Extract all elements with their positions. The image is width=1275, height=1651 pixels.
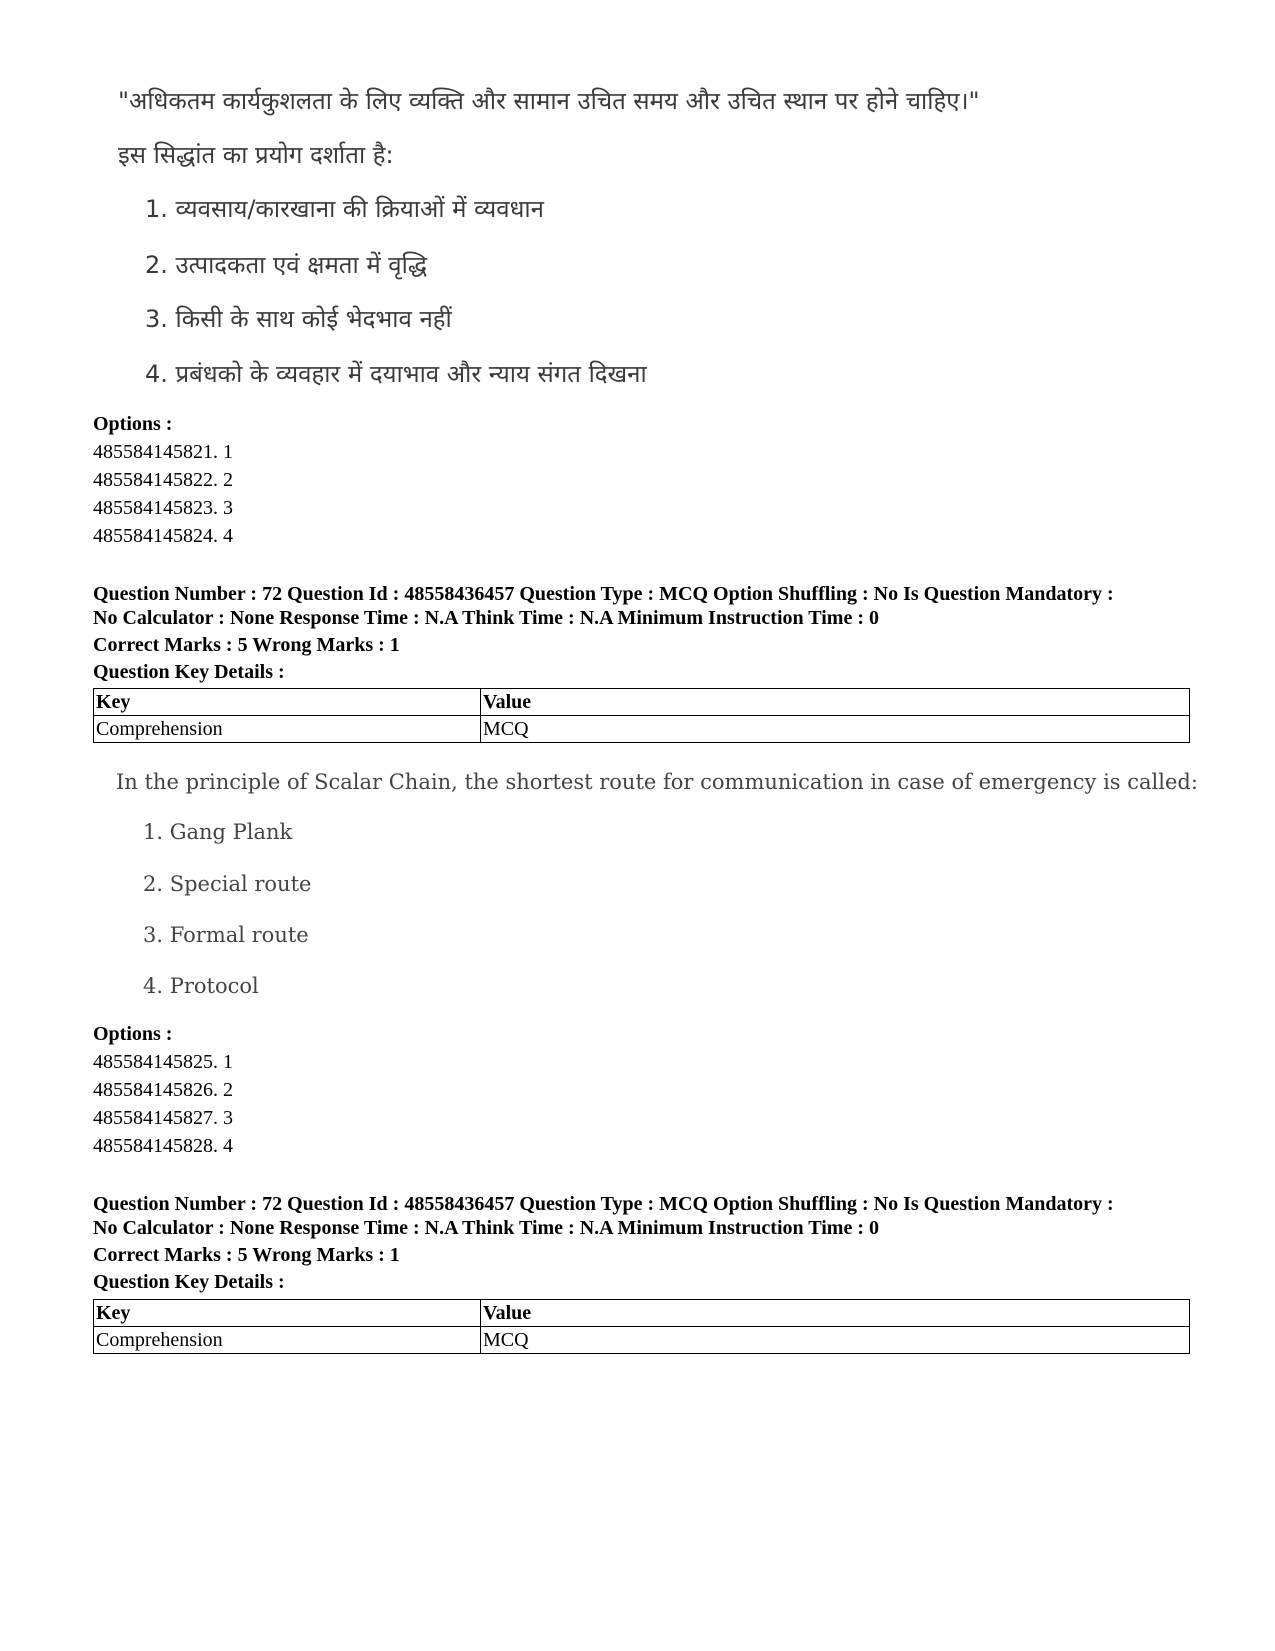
table-row [94,1327,1190,1354]
table-header-value: Value [481,689,1190,716]
options-block-2 [93,1020,1193,1160]
option-item: 485584145823. 3 [93,497,233,519]
table-cell-value: MCQ [481,716,1190,743]
marks-line: Correct Marks : 5 Wrong Marks : 1 [93,634,400,656]
choice-1: 1. Gang Plank [143,820,293,844]
choice-2: 2. Special route [143,872,312,896]
meta-line-1: Question Number : 72 Question Id : 48558436457 Question Type : MCQ Option Shuffling : No Is Question Mandatory : [93,1193,1114,1215]
meta-line-1: Question Number : 72 Question Id : 48558436457 Question Type : MCQ Option Shuffling : No Is Question Mandatory : [93,583,1114,605]
option-item: 485584145828. 4 [93,1135,233,1157]
choice-4: 4. प्रबंधको के व्यवहार में दयाभाव और न्याय संगत दिखना [145,360,647,388]
table-cell-key: Comprehension [94,716,481,743]
table-cell-key: Comprehension [94,1327,481,1354]
table-header-row [94,1300,1190,1327]
table-header-row [94,689,1190,716]
choice-1: 1. व्यवसाय/कारखाना की क्रियाओं में व्यवधान [145,195,544,223]
option-item: 485584145824. 4 [93,525,233,547]
option-item: 485584145827. 3 [93,1107,233,1129]
question-meta-2 [93,1192,1203,1294]
option-item: 485584145825. 1 [93,1051,233,1073]
question-prompt: इस सिद्धांत का प्रयोग दर्शाता है: [118,141,394,169]
question-image-hindi [0,0,1275,400]
meta-line-2: No Calculator : None Response Time : N.A Think Time : N.A Minimum Instruction Time : 0 [93,607,879,629]
key-value-table-1 [93,688,1190,743]
options-block-1 [93,410,1193,550]
option-item: 485584145821. 1 [93,441,233,463]
choice-4: 4. Protocol [143,974,259,998]
key-details-heading: Question Key Details : [93,1271,285,1293]
choice-3: 3. किसी के साथ कोई भेदभाव नहीं [145,305,452,333]
key-details-heading: Question Key Details : [93,661,285,683]
option-item: 485584145826. 2 [93,1079,233,1101]
meta-line-2: No Calculator : None Response Time : N.A Think Time : N.A Minimum Instruction Time : 0 [93,1217,879,1239]
table-cell-value: MCQ [481,1327,1190,1354]
question-statement: "अधिकतम कार्यकुशलता के लिए व्यक्ति और सामान उचित समय और उचित स्थान पर होने चाहिए।" [118,87,980,115]
marks-line: Correct Marks : 5 Wrong Marks : 1 [93,1244,400,1266]
question-image-english [0,760,1275,1010]
choice-3: 3. Formal route [143,923,309,947]
option-item: 485584145822. 2 [93,469,233,491]
question-prompt: In the principle of Scalar Chain, the shortest route for communication in case of emergency is called: [116,770,1198,794]
table-header-key: Key [94,689,481,716]
key-value-table-2 [93,1299,1190,1354]
table-header-value: Value [481,1300,1190,1327]
options-heading: Options : [93,1023,173,1045]
options-heading: Options : [93,413,173,435]
table-header-key: Key [94,1300,481,1327]
table-row [94,716,1190,743]
question-meta-1 [93,582,1203,684]
choice-2: 2. उत्पादकता एवं क्षमता में वृद्धि [145,251,428,279]
